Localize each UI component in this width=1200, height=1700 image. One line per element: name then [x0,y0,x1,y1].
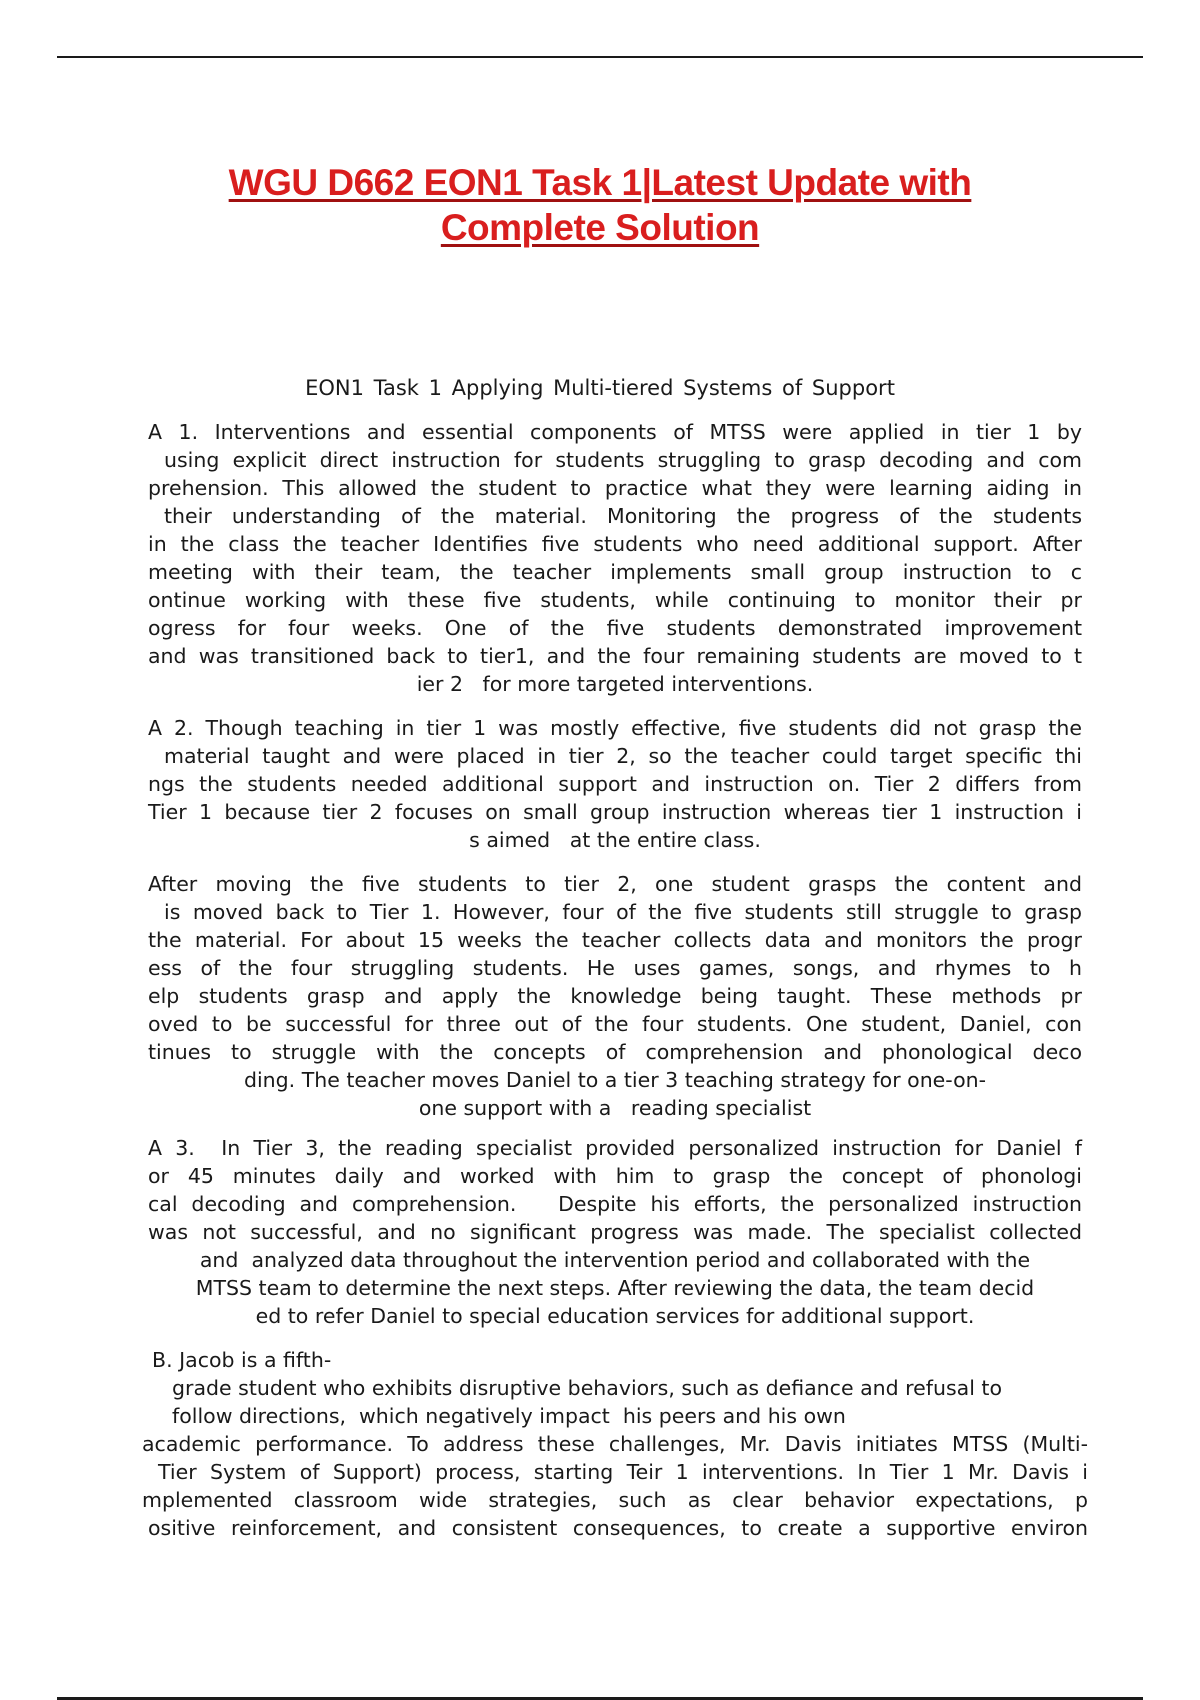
text-line: ontinue working with these five students, while continuing to monitor their pr [148,588,1082,612]
text-line: oved to be successful for three out of the four students. One student, Daniel, con [148,1012,1082,1036]
text-line: using explicit direct instruction for students struggling to grasp decoding and com [164,448,1082,472]
section-a2-continued [148,870,1082,1122]
section-a2 [148,714,1082,854]
text-line: prehension. This allowed the student to practice what they were learning aiding in [148,476,1082,500]
text-line: one support with a reading specialist [418,1096,812,1120]
text-line: their understanding of the material. Monitoring the progress of the students [164,504,1082,528]
text-line: meeting with their team, the teacher implements small group instruction to c [148,560,1082,584]
text-line: cal decoding and comprehension. Despite his efforts, the personalized instruction [148,1192,1082,1216]
text-line: A 3. In Tier 3, the reading specialist provided personalized instruction for Daniel f [148,1136,1082,1160]
text-line: material taught and were placed in tier 2, so the teacher could target specific thi [164,744,1082,768]
text-line: MTSS team to determine the next steps. After reviewing the data, the team decid [195,1276,1035,1300]
text-line: follow directions, which negatively impact his peers and his own [172,1404,846,1428]
text-line: ngs the students needed additional support and instruction on. Tier 2 differs from [148,772,1082,796]
text-line: tinues to struggle with the concepts of comprehension and phonological deco [148,1040,1082,1064]
text-line: and analyzed data throughout the intervention period and collaborated with the [199,1248,1031,1272]
text-line: A 2. Though teaching in tier 1 was mostly effective, five students did not grasp the [148,716,1082,740]
text-line: the material. For about 15 weeks the teacher collects data and monitors the progr [148,928,1082,952]
text-line: ding. The teacher moves Daniel to a tier 3 teaching strategy for one-on- [243,1068,987,1092]
text-line: s aimed at the entire class. [469,828,761,852]
text-line: ier 2 for more targeted interventions. [416,672,814,696]
text-line: or 45 minutes daily and worked with him to grasp the concept of phonologi [148,1164,1082,1188]
section-a3 [148,1134,1082,1330]
text-line: After moving the five students to tier 2, one student grasps the content and [148,872,1082,896]
document-title-line-2: Complete Solution [440,207,760,248]
text-line: ositive reinforcement, and consistent consequences, to create a supportive environ [148,1516,1088,1540]
text-line: and was transitioned back to tier1, and the four remaining students are moved to t [148,644,1082,668]
document-title-line-1: WGU D662 EON1 Task 1|Latest Update with [228,162,972,203]
text-line: ogress for four weeks. One of the five students demonstrated improvement [148,616,1082,640]
text-line: B. Jacob is a fifth- [152,1348,332,1372]
section-b [142,1346,1088,1542]
text-line: grade student who exhibits disruptive behaviors, such as defiance and refusal to [172,1376,1002,1400]
section-a1 [148,418,1082,698]
text-line: mplemented classroom wide strategies, such as clear behavior expectations, p [142,1488,1088,1512]
text-line: ed to refer Daniel to special education services for additional support. [255,1304,975,1328]
top-rule [57,56,1143,58]
text-line: was not successful, and no significant progress was made. The specialist collected [148,1220,1082,1244]
text-line: elp students grasp and apply the knowledge being taught. These methods pr [148,984,1082,1008]
text-line: A 1. Interventions and essential components of MTSS were applied in tier 1 by [148,420,1082,444]
text-line: is moved back to Tier 1. However, four of the five students still struggle to grasp [164,900,1082,924]
text-line: academic performance. To address these challenges, Mr. Davis initiates MTSS (Multi- [142,1432,1088,1456]
text-line: in the class the teacher Identifies five students who need additional support. After [148,532,1082,556]
document-subtitle: EON1 Task 1 Applying Multi-tiered Systems of Support [305,376,895,400]
text-line: ess of the four struggling students. He uses games, songs, and rhymes to h [148,956,1082,980]
text-line: Tier 1 because tier 2 focuses on small group instruction whereas tier 1 instruction i [148,800,1082,824]
text-line: Tier System of Support) process, starting Teir 1 interventions. In Tier 1 Mr. Davis i [158,1460,1088,1484]
